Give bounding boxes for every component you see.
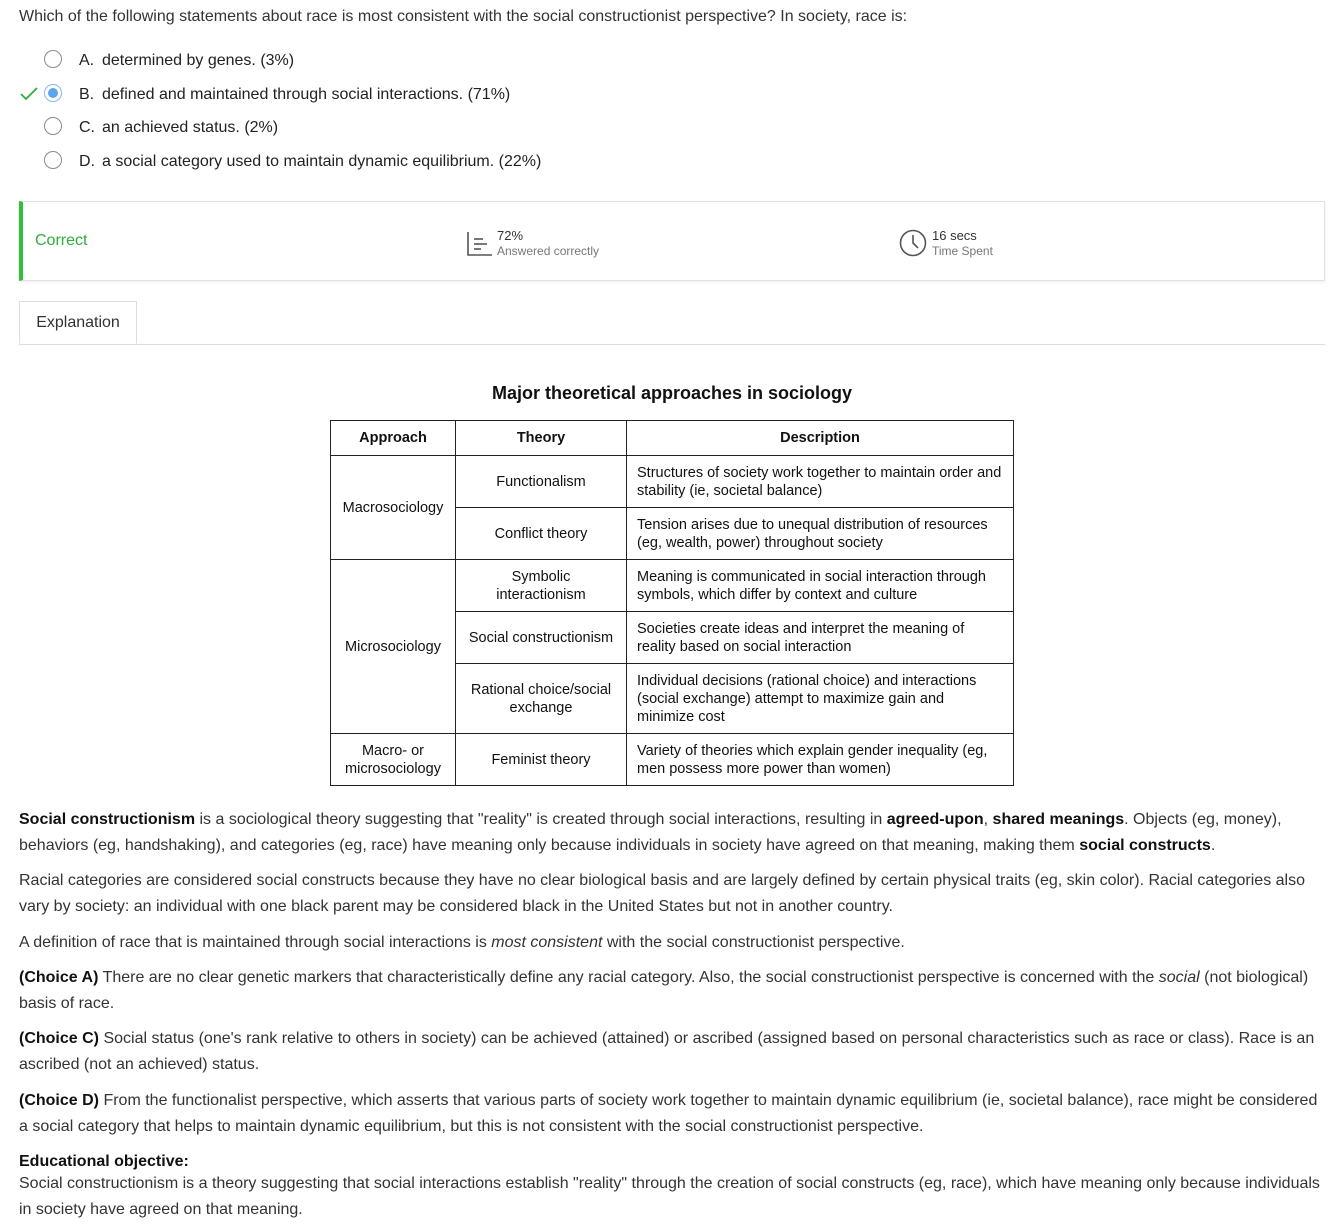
approach-cell: Microsociology: [331, 560, 456, 734]
text-run: (not biological) basis of race.: [19, 969, 1309, 1012]
description-cell: Structures of society work together to maintain order and stability (ie, societal balance): [627, 456, 1014, 508]
description-cell: Societies create ideas and interpret the meaning of reality based on social interaction: [627, 612, 1014, 664]
description-cell: Variety of theories which explain gender inequality (eg, men possess more power than women): [627, 734, 1014, 786]
bar-chart-icon: [463, 228, 493, 258]
approach-cell: Macrosociology: [331, 456, 456, 560]
tab-explanation[interactable]: Explanation: [19, 301, 137, 344]
choice-d[interactable]: [19, 150, 919, 174]
text-run: .: [1210, 837, 1216, 854]
table-header: Approach: [331, 421, 456, 456]
theory-cell: Symbolic interactionism: [456, 560, 627, 612]
theory-cell: Social constructionism: [456, 612, 627, 664]
choice-c[interactable]: [19, 116, 919, 140]
objective-heading: Educational objective:: [19, 1153, 189, 1170]
theory-cell: Conflict theory: [456, 508, 627, 560]
choice-letter: C.: [79, 119, 95, 136]
choice-text: defined and maintained through social interactions. (71%): [102, 86, 511, 103]
theory-cell: Feminist theory: [456, 734, 627, 786]
text-run: ,: [983, 811, 993, 828]
choice-text: determined by genes. (3%): [102, 52, 295, 69]
choice-d-radio[interactable]: [44, 151, 62, 169]
text-run: with the social constructionist perspective.: [602, 934, 905, 951]
explanation-paragraph: Racial categories are considered social constructs because they have no clear biological basis and are largely defined by certain physical traits (eg, skin color). Racial categories also vary by society: an individual with one black parent may be considered black in the United States but not in another country.: [19, 872, 1305, 915]
choice-text: a social category used to maintain dynamic equilibrium. (22%): [102, 153, 542, 170]
theory-table: [330, 420, 1014, 786]
choice-a-radio[interactable]: [44, 50, 62, 68]
choice-label: (Choice C): [19, 1030, 99, 1047]
theory-cell: Rational choice/social exchange: [456, 664, 627, 734]
bold-term: shared meanings: [992, 811, 1125, 828]
clock-icon: [898, 228, 928, 258]
bold-term: agreed-upon: [886, 811, 984, 828]
tab-bar: [19, 301, 1325, 345]
educational-objective: [19, 1149, 1323, 1223]
bold-term: social constructs: [1079, 837, 1211, 854]
table-title: Major theoretical approaches in sociology: [491, 383, 853, 403]
table-row: [331, 560, 1014, 612]
table-header: Theory: [456, 421, 627, 456]
correct-check-icon: [19, 84, 39, 104]
choice-c-radio[interactable]: [44, 117, 62, 135]
text-run: From the functionalist perspective, which asserts that various parts of society work together to maintain dynamic equilibrium (ie, societal balance), race might be considered a social category that helps to maintain dynamic equilibrium, but this is not consistent with the social constructionist perspective.: [19, 1092, 1318, 1135]
text-run: There are no clear genetic markers that characteristically define any racial category. Also, the social constructionist perspective is concerned with the: [98, 969, 1159, 986]
italic-term: most consistent: [491, 934, 603, 951]
table-row: [331, 734, 1014, 786]
text-run: A definition of race that is maintained through social interactions is: [19, 934, 492, 951]
choice-b-radio[interactable]: [44, 84, 62, 102]
table-header: Description: [627, 421, 1014, 456]
bold-term: Social constructionism: [19, 811, 196, 828]
result-bar: [19, 201, 1325, 281]
percent-value: 72%: [497, 228, 524, 243]
choice-letter: B.: [79, 86, 95, 103]
table-header-row: [331, 421, 1014, 456]
question-stem: Which of the following statements about race is most consistent with the social constructionist perspective? In society, race is:: [19, 8, 908, 25]
percent-label: Answered correctly: [497, 244, 600, 258]
choice-letter: A.: [79, 52, 95, 69]
table-row: [331, 456, 1014, 508]
approach-cell: Macro- or microsociology: [331, 734, 456, 786]
choice-text: an achieved status. (2%): [102, 119, 279, 136]
choice-a-explanation: [19, 965, 1323, 1017]
text-run: Social status (one's rank relative to others in society) can be achieved (attained) or ascribed (assigned based on personal characteristics such as race or class). Race is an ascribed (not an achieved) status.: [19, 1030, 1315, 1073]
result-status: Correct: [35, 232, 88, 249]
choice-label: (Choice A): [19, 969, 99, 986]
text-run: is a sociological theory suggesting that "reality" is created through social interactions, resulting in: [195, 811, 887, 828]
text-run: . Objects (eg, money), behaviors (eg, handshaking), and categories (eg, race) have meaning only because individuals in society have agreed on that meaning, making them: [19, 811, 1282, 854]
time-label: Time Spent: [932, 244, 993, 258]
choice-d-explanation: [19, 1088, 1323, 1140]
explanation-paragraph: [19, 807, 1323, 859]
choice-c-explanation: [19, 1026, 1323, 1078]
theory-cell: Functionalism: [456, 456, 627, 508]
description-cell: Tension arises due to unequal distribution of resources (eg, wealth, power) throughout society: [627, 508, 1014, 560]
choice-a[interactable]: [19, 49, 919, 73]
choice-letter: D.: [79, 153, 95, 170]
italic-term: social: [1158, 969, 1200, 986]
description-cell: Meaning is communicated in social interaction through symbols, which differ by context and culture: [627, 560, 1014, 612]
explanation-paragraph: [19, 930, 1323, 956]
choice-label: (Choice D): [19, 1092, 99, 1109]
objective-text: Social constructionism is a theory suggesting that social interactions establish "reality" through the creation of social constructs (eg, race), which have meaning only because individuals in society have agreed on that meaning.: [19, 1175, 1320, 1218]
time-value: 16 secs: [932, 228, 977, 243]
choice-b[interactable]: [19, 83, 919, 107]
description-cell: Individual decisions (rational choice) and interactions (social exchange) attempt to maximize gain and minimize cost: [627, 664, 1014, 734]
